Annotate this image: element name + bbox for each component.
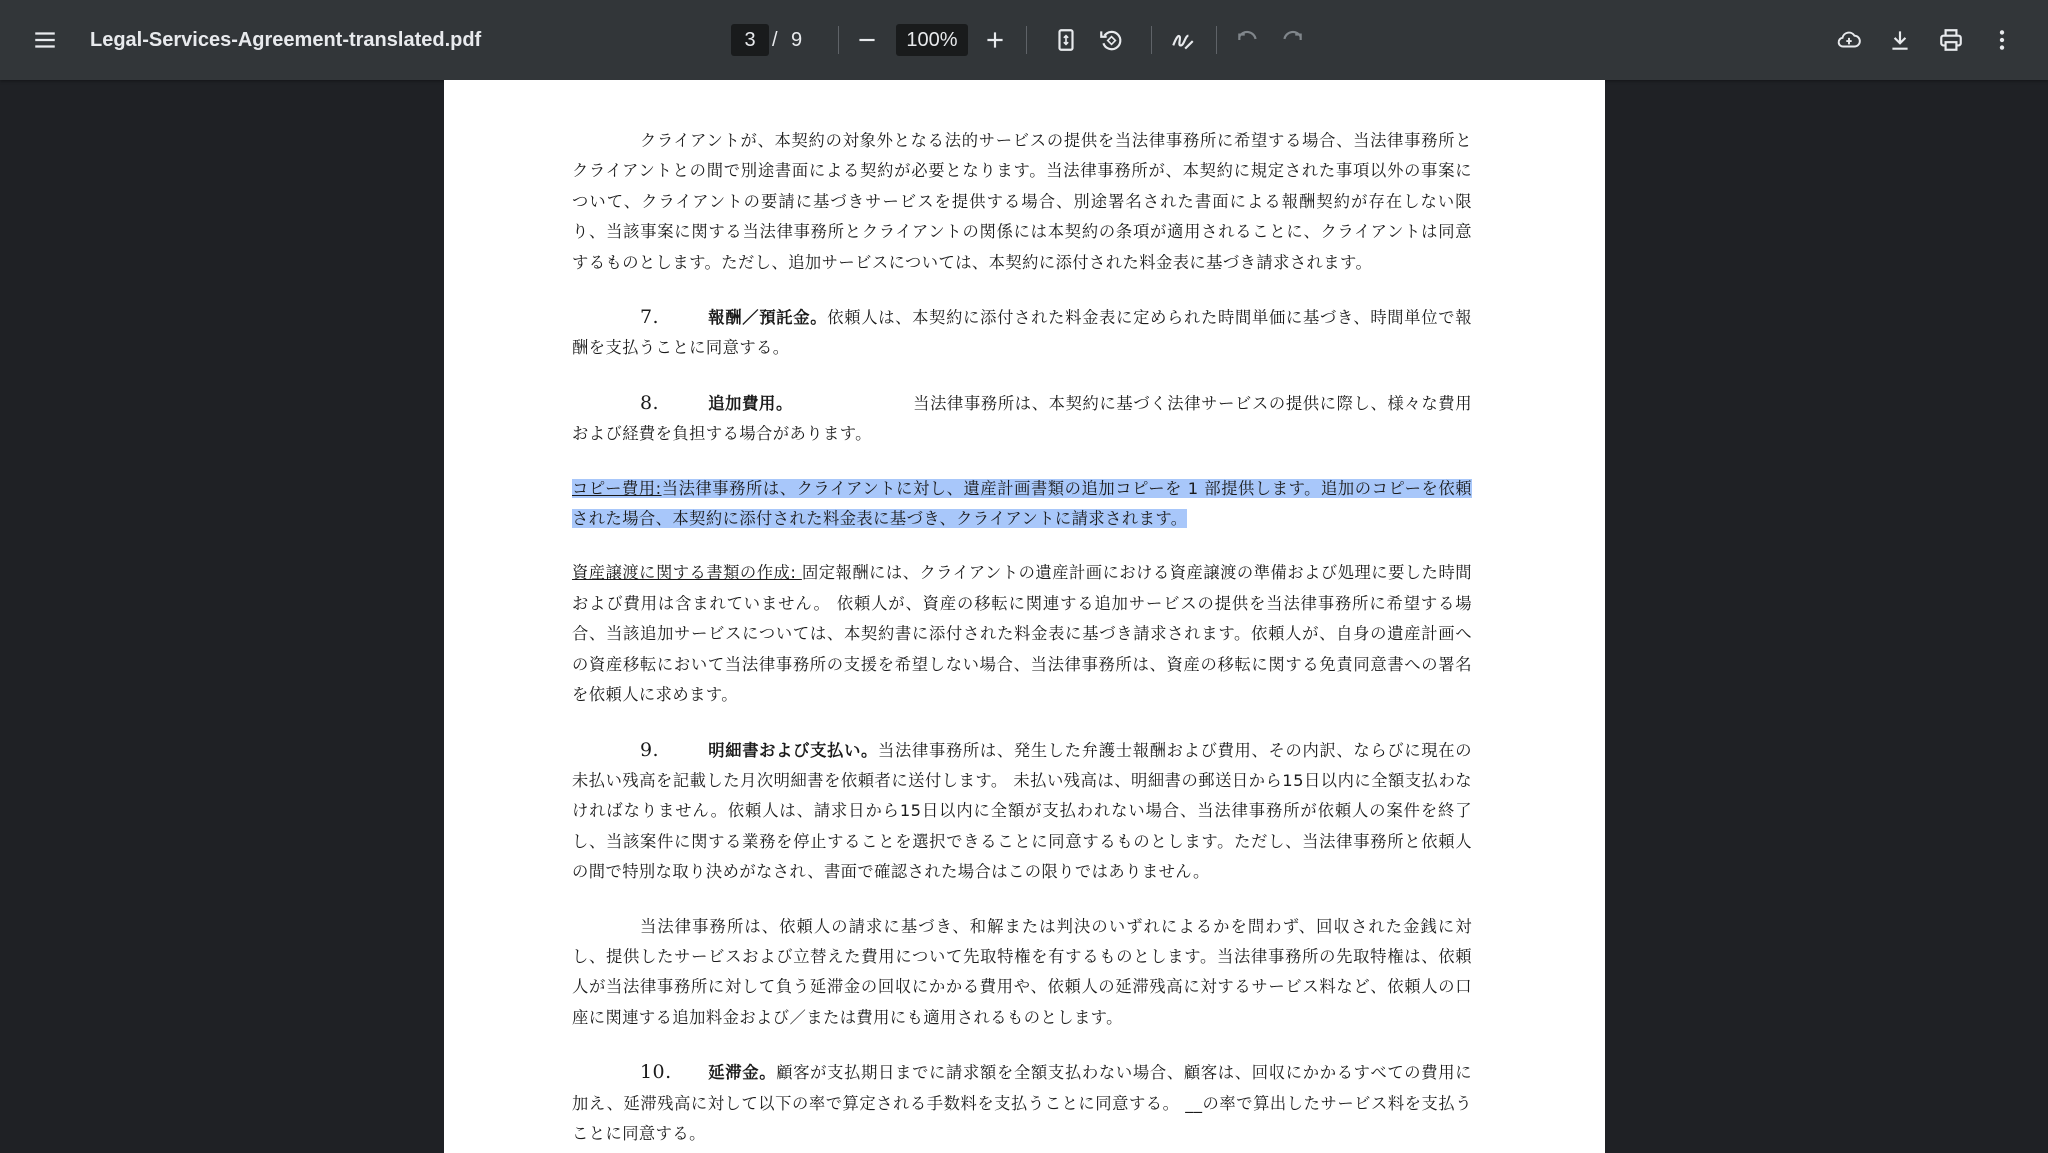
paragraph-asset-transfer <box>572 558 1472 710</box>
toolbar-divider <box>1216 26 1217 54</box>
paragraph-copy-costs <box>572 474 1472 535</box>
zoom-level-input[interactable]: 100% <box>896 24 968 56</box>
more-options-icon[interactable] <box>1982 20 2022 60</box>
section-10 <box>572 1057 1472 1149</box>
section-text: 顧客が支払期日までに請求額を全額支払わない場合、顧客は、回収にかかるすべての費用に加え、延滞残高に対して以下の率で算定される手数料を支払うことに同意する。 __の率で算出したサービス料を支払うことに同意する。 <box>572 1063 1472 1143</box>
section-9 <box>572 735 1472 888</box>
selected-text: 当法律事務所は、クライアントに対し、遺産計画書類の追加コピーを 1 部提供します。追加のコピーを依頼された場合、本契約に添付された料金表に基づき、クライアントに請求されます。 <box>572 478 1472 529</box>
page-content <box>572 126 1472 1153</box>
save-to-drive-icon[interactable] <box>1829 20 1869 60</box>
section-number: 7. <box>640 306 660 329</box>
print-icon[interactable] <box>1931 20 1971 60</box>
section-heading: 報酬／預託金。 <box>708 308 828 328</box>
zoom-out-button[interactable] <box>847 20 887 60</box>
section-text: 当法律事務所は、発生した弁護士報酬および費用、その内訳、ならびに現在の未払い残高を記載した月次明細書を依頼者に送付します。 未払い残高は、明細書の郵送日から15日以内に全額支払わなければなりません。依頼人は、請求日から15日以内に全額が支払われない場合、当法律事務所が依頼人の案件を終了し、当該案件に関する業務を停止することを選択できることに同意するものとします。ただし、当法律事務所と依頼人の間で特別な取り決めがなされ、書面で確認された場合はこの限りではありません。 <box>572 740 1472 882</box>
section-heading: 明細書および支払い。 <box>708 740 879 760</box>
section-8 <box>572 388 1472 450</box>
page-total: 9 <box>791 29 803 51</box>
section-number: 10. <box>640 1061 672 1084</box>
redo-icon[interactable] <box>1272 20 1312 60</box>
section-number: 8. <box>640 391 660 414</box>
page-number-input[interactable]: 3 <box>731 24 769 56</box>
section-text: 当法律事務所は、本契約に基づく法律サービスの提供に際し、様々な費用および経費を負担する場合があります。 <box>572 393 1472 444</box>
paragraph-additional-services: クライアントが、本契約の対象外となる法的サービスの提供を当法律事務所に希望する場合、当法律事務所とクライアントとの間で別途書面による契約が必要となります。当法律事務所が、本契約に規定された事項以外の事案について、クライアントの要請に基づきサービスを提供する場合、別途署名された書面による報酬契約が存在しない限り、当該事案に関する当法律事務所とクライアントの関係には本契約の条項が適用されることに、クライアントは同意するものとします。ただし、追加サービスについては、本契約に添付された料金表に基づき請求されます。 <box>572 131 1472 272</box>
download-icon[interactable] <box>1880 20 1920 60</box>
section-heading: 追加費用。 <box>708 393 793 413</box>
toolbar-divider <box>1151 26 1152 54</box>
subsection-text: 固定報酬には、クライアントの遺産計画における資産譲渡の準備および処理に要した時間および費用は含まれていません。 依頼人が、資産の移転に関連する追加サービスの提供を当法律事務所に希望する場合、当該追加サービスについては、本契約書に添付された料金表に基づき請求されます。依頼人が、自身の遺産計画への資産移転において当法律事務所の支援を希望しない場合、当法律事務所は、資産の移転に関する免責同意書への署名を依頼人に求めます。 <box>572 563 1472 705</box>
pdf-toolbar <box>0 0 2048 80</box>
toolbar-divider <box>1026 26 1027 54</box>
section-text: 依頼人は、本契約に添付された料金表に定められた時間単価に基づき、時間単位で報酬を支払うことに同意する。 <box>572 308 1473 358</box>
selected-text-label: コピー費用: <box>572 478 662 498</box>
hamburger-menu-icon[interactable] <box>25 20 65 60</box>
paragraph-lien: 当法律事務所は、依頼人の請求に基づき、和解または判決のいずれによるかを問わず、回収された金銭に対し、提供したサービスおよび立替えた費用について先取特権を有するものとします。当法律事務所の先取特権は、依頼人が当法律事務所に対して負う延滞金の回収にかかる費用や、依頼人の延滞残高に対するサービス料など、依頼人の口座に関連する追加料金および／または費用にも適用されるものとします。 <box>572 916 1472 1027</box>
section-number: 9. <box>640 738 660 761</box>
section-heading: 延滞金。 <box>708 1063 777 1083</box>
section-7 <box>572 302 1472 364</box>
rotate-icon[interactable] <box>1091 20 1131 60</box>
fit-page-icon[interactable] <box>1046 20 1086 60</box>
page-separator: / <box>772 29 778 51</box>
zoom-in-button[interactable] <box>975 20 1015 60</box>
toolbar-divider <box>838 26 839 54</box>
draw-annotation-icon[interactable] <box>1163 20 1203 60</box>
document-title: Legal-Services-Agreement-translated.pdf <box>90 29 482 51</box>
undo-icon[interactable] <box>1228 20 1268 60</box>
pdf-page <box>444 80 1605 1153</box>
subsection-label: 資産譲渡に関する書類の作成: <box>572 563 802 583</box>
